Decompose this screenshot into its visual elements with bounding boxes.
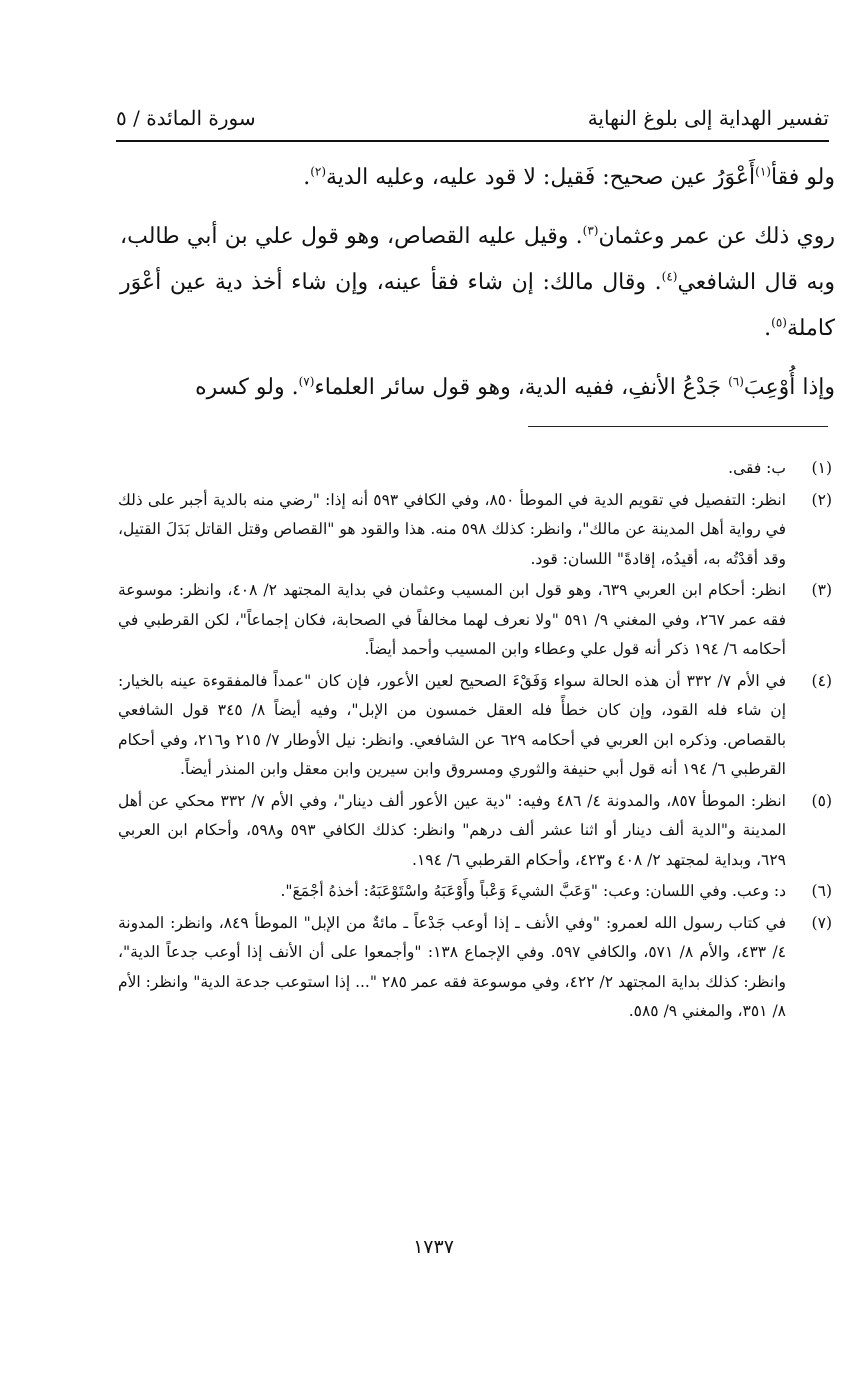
text-run: . xyxy=(303,165,311,190)
text-run: . ولو كسره xyxy=(195,375,299,400)
paragraph-1 xyxy=(120,156,835,200)
text-run: ولو فقأ xyxy=(770,165,835,190)
text-run: أَعْوَرُ عين صحيح: فَقيل: لا قود عليه، وعليه الدية xyxy=(326,165,756,190)
main-text xyxy=(120,156,835,410)
footnote-ref-3[interactable]: (٣) xyxy=(582,223,599,238)
text-run: جَدْعُ الأنفِ، ففيه الدية، وهو قول سائر العلماء xyxy=(314,375,729,400)
footnotes xyxy=(118,454,832,1029)
footnote-number: (١) xyxy=(811,459,832,477)
footnote-separator xyxy=(528,426,828,427)
footnote xyxy=(118,877,832,907)
footnote-text: انظر: الموطأ ٨٥٧، والمدونة ٤/ ٤٨٦ وفيه: "دية عين الأعور ألف دينار"، وفي الأم ٧/ ٣٣٢ محكي عن أهل المدينة و"الدية ألف دينار أو اثنا عشر ألف درهم" وانظر: كذلك الكافي ٥٩٣ و٥٩٨، وأحكام ابن العربي ٦٢٩، وبداية لمجتهد ٢/ ٤٠٨ و٤٢٣، وأحكام القرطبي ٦/ ١٩٤. xyxy=(118,791,787,869)
footnote-ref-4[interactable]: (٤) xyxy=(661,269,678,284)
text-run: وإذا أُوْعِبَ xyxy=(743,375,835,400)
footnote xyxy=(118,486,832,575)
footnote-number: (٥) xyxy=(811,791,832,810)
footnote xyxy=(118,576,832,665)
footnote xyxy=(118,667,832,785)
paragraph-3 xyxy=(120,366,835,410)
header-rule xyxy=(116,140,829,142)
footnote xyxy=(118,787,832,876)
footnote-number: (٧) xyxy=(811,913,832,932)
footnote-number: (٣) xyxy=(811,581,832,599)
paragraph-2 xyxy=(120,214,835,352)
page-number: ١٧٣٧ xyxy=(413,1236,454,1258)
footnote-number: (٦) xyxy=(811,882,832,900)
footnote-ref-1[interactable]: (١) xyxy=(755,164,771,179)
surah-label: سورة المائدة / ٥ xyxy=(116,106,256,130)
text-run: . وقيل عليه القصاص، وهو قول علي بن أبي طالب، وبه قال الشافعي xyxy=(120,224,836,295)
footnote-text: انظر: أحكام ابن العربي ٦٣٩، وهو قول ابن المسيب وعثمان في بداية المجتهد ٢/ ٤٠٨، وانظر: موسوعة فقه عمر ٢٦٧، وفي المغني ٩/ ٥٩١ "ولا نعرف لهما مخالفاً في الصحابة، فكان إجماعاً"، لكن القرطبي في أحكامه ٦/ ١٩٤ ذكر أنه قول علي وعطاء وابن المسيب وأحمد أيضاً. xyxy=(118,581,786,658)
text-run: . xyxy=(764,316,772,341)
footnote-ref-5[interactable]: (٥) xyxy=(771,315,787,330)
book-title: تفسير الهداية إلى بلوغ النهاية xyxy=(587,106,829,130)
footnote xyxy=(118,454,832,484)
page-header xyxy=(116,100,829,136)
footnote-number: (٢) xyxy=(811,490,832,509)
footnote-ref-2[interactable]: (٢) xyxy=(310,164,327,179)
text-run: روي ذلك عن عمر وعثمان xyxy=(598,224,836,249)
footnote-ref-6[interactable]: (٦) xyxy=(728,374,744,389)
footnote-text: في كتاب رسول الله لعمرو: "وفي الأنف ـ إذا أوعب جَدْعاً ـ مائةٌ من الإبل" الموطأ ٨٤٩، وانظر: المدونة ٤/ ٤٣٣، والأم ٨/ ٥٧١، والكافي ٥٩٧. وفي الإجماع ١٣٨: "وأجمعوا على أن الأنف إذا أوعب جدعاً الدية"، وانظر: كذلك بداية المجتهد ٢/ ٤٢٢، وفي موسوعة فقه عمر ٢٨٥ "... إذا استوعب جدعة الدية" وانظر: الأم ٨/ ٣٥١، والمغني ٩/ ٥٨٥. xyxy=(118,913,787,1020)
footnote xyxy=(118,909,832,1027)
footnote-number: (٤) xyxy=(811,671,832,690)
footnote-text: ب: فقى. xyxy=(728,459,786,477)
footnote-text: د: وعب. وفي اللسان: وعب: "وَعَبَّ الشيءَ وَعْباً وأَوْعَبَهُ واسْتَوْعَبَهُ: أخذهُ أجْمَعَ". xyxy=(280,882,786,900)
text-run: . وقال مالك: إن شاء فقأ عينه، وإن شاء أخذ دية عين أعْوَر كاملة xyxy=(120,270,835,341)
footnote-text: انظر: التفصيل في تقويم الدية في الموطأ ٨٥٠، وفي الكافي ٥٩٣ أنه إذا: "رضي منه بالدية أجبر على ذلك في رواية أهل المدينة عن مالك"، وانظر: كذلك ٥٩٨ منه. هذا والقود هو "القصاص وقتل القاتل بَدَلَ القتيل، وقد أقدْتُه به، أقيدُه، إقادةً" اللسان: قود. xyxy=(118,490,786,568)
footnote-ref-7[interactable]: (٧) xyxy=(298,374,315,389)
footnote-text: في الأم ٧/ ٣٣٢ أن هذه الحالة سواء وَفَقْءَ الصحيح لعين الأعور، فإن كان "عمداً فالمفقوءة عينه بالخيار: إن شاء فله القود، وإن كان خطأً فله العقل خمسون من الإبل"، وفيه أيضاً ٨/ ٣٤٥ قول الشافعي بالقصاص. وذكره ابن العربي في أحكامه ٦٢٩ عن الشافعي. وانظر: نيل الأوطار ٧/ ٢١٥ و٢١٦، وفي أحكام القرطبي ٦/ ١٩٤ أنه قول أبي حنيفة والثوري ومسروق وابن سيرين وابن معقل وابن المنذر أيضاً. xyxy=(118,671,787,778)
